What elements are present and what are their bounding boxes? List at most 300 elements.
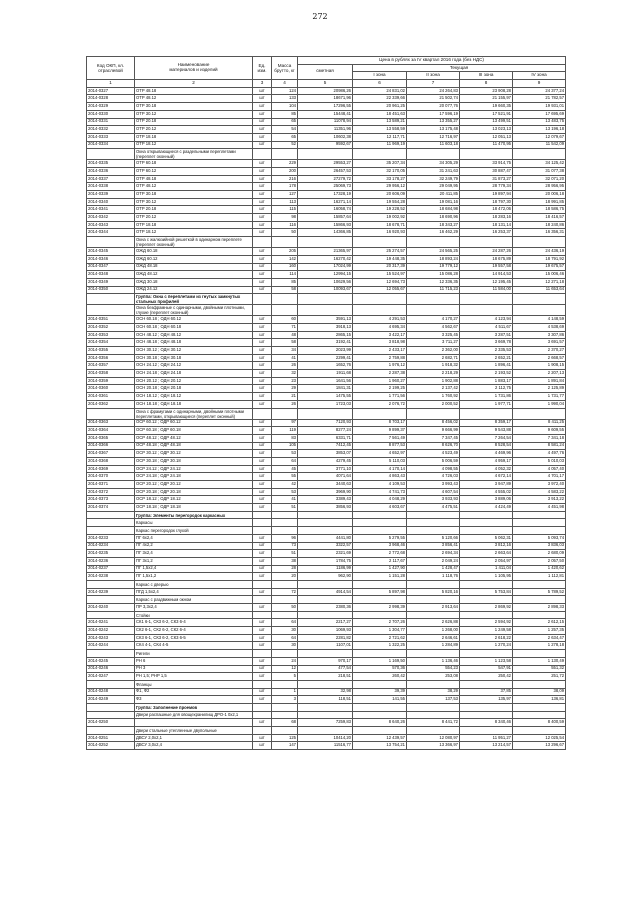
row-unit: шт	[253, 87, 272, 95]
header-unit: Ед. изм.	[253, 57, 272, 80]
row-zone-4-price: 13 483,75	[513, 118, 566, 126]
row-zone-3-price: 21 155,97	[460, 95, 513, 103]
row-estimate-price: 10602,38	[298, 133, 353, 141]
group-heading-row	[87, 703, 566, 711]
row-unit: шт	[253, 354, 272, 362]
table-row	[87, 175, 566, 183]
row-zone-3-price: 8 359,17	[460, 419, 513, 427]
row-mass: 55	[272, 473, 298, 481]
row-zone-2-price: 2 000,52	[407, 400, 460, 408]
row-estimate-price: 2865,15	[298, 331, 353, 339]
row-zone-1-price: 35 207,34	[353, 160, 407, 168]
row-estimate-price: 3969,90	[298, 488, 353, 496]
row-code-empty	[87, 519, 135, 527]
empty-cell	[353, 511, 407, 519]
empty-cell	[298, 511, 353, 519]
row-name: ОТР 48.12	[135, 183, 253, 191]
row-name: ОТР 20.12	[135, 126, 253, 134]
row-estimate-price: 27279,72	[298, 175, 353, 183]
row-estimate-price: 15866,93	[298, 221, 353, 229]
table-row	[87, 719, 566, 727]
row-estimate-price: 10629,56	[298, 278, 353, 286]
empty-cell	[253, 527, 272, 535]
row-zone-1-price: 2 721,62	[353, 634, 407, 642]
row-estimate-price: 2281,82	[298, 634, 353, 642]
row-mass: 73	[272, 542, 298, 550]
empty-cell	[272, 611, 298, 619]
table-row	[87, 393, 566, 401]
row-code: 2014-0249	[87, 696, 135, 704]
row-zone-4-price: 34 125,42	[513, 160, 566, 168]
row-zone-4-price: 4 701,17	[513, 473, 566, 481]
row-unit: шт	[253, 206, 272, 214]
col-num: 7	[407, 80, 460, 88]
empty-cell	[298, 519, 353, 527]
row-name: ОЖД 48.12	[135, 271, 253, 279]
empty-cell	[253, 511, 272, 519]
row-zone-2-price: 18 343,27	[407, 221, 460, 229]
row-zone-2-price: 13 355,27	[407, 118, 460, 126]
row-zone-1-price: 8 877,53	[353, 442, 407, 450]
header-estimate: сметная	[298, 64, 353, 79]
row-zone-4-price: 18 586,75	[513, 206, 566, 214]
row-zone-1-price: 8 703,17	[353, 419, 407, 427]
row-zone-3-price: 18 675,89	[460, 255, 513, 263]
table-row	[87, 642, 566, 650]
row-mass: 41	[272, 496, 298, 504]
row-name: СК4 4-1, СК4 4-5	[135, 642, 253, 650]
table-row	[87, 103, 566, 111]
row-zone-1-price: 1 151,28	[353, 573, 407, 581]
row-name: ОТР 30.12	[135, 198, 253, 206]
table-row	[87, 110, 566, 118]
row-unit: шт	[253, 198, 272, 206]
row-unit: шт	[253, 742, 272, 750]
row-unit: шт	[253, 377, 272, 385]
row-code: 2014-0365	[87, 434, 135, 442]
row-name: ОЖД 30.18	[135, 278, 253, 286]
row-mass: 127	[272, 191, 298, 199]
row-zone-1-price: 1 322,25	[353, 642, 407, 650]
row-mass: 64	[272, 634, 298, 642]
row-zone-2-price: 4 562,67	[407, 323, 460, 331]
row-zone-1-price: 2 076,72	[353, 400, 407, 408]
empty-cell	[407, 703, 460, 711]
table-row	[87, 167, 566, 175]
row-mass: 133	[272, 95, 298, 103]
empty-cell	[253, 596, 272, 604]
row-zone-2-price: 2 646,61	[407, 634, 460, 642]
empty-cell	[407, 650, 460, 658]
row-estimate-price: 2217,27	[298, 619, 353, 627]
row-zone-3-price: 14 914,53	[460, 271, 513, 279]
table-row	[87, 206, 566, 214]
row-code: 2014-0240	[87, 604, 135, 612]
row-zone-4-price: 5 010,03	[513, 457, 566, 465]
row-zone-4-price: 11 542,09	[513, 141, 566, 149]
row-zone-2-price: 1 136,46	[407, 657, 460, 665]
row-zone-4-price: 1 990,04	[513, 400, 566, 408]
table-row	[87, 419, 566, 427]
col-num: 8	[460, 80, 513, 88]
row-unit: шт	[253, 141, 272, 149]
row-code-empty	[87, 149, 135, 160]
row-mass: 98	[272, 214, 298, 222]
row-estimate-price: 2023,99	[298, 347, 353, 355]
row-unit: шт	[253, 496, 272, 504]
row-estimate-price: 15857,64	[298, 214, 353, 222]
row-code: 2014-0367	[87, 450, 135, 458]
empty-cell	[353, 680, 407, 688]
empty-cell	[298, 527, 353, 535]
row-zone-4-price: 8 400,59	[513, 719, 566, 727]
row-zone-3-price: 18 797,30	[460, 198, 513, 206]
subgroup-title: Окна безфрамные с одинарными, двойными плотными, глухие (переплет оконный)	[135, 305, 253, 316]
row-mass: 205	[272, 248, 298, 256]
row-zone-3-price: 18 131,14	[460, 221, 513, 229]
row-zone-3-price: 2 335,53	[460, 347, 513, 355]
empty-cell	[407, 596, 460, 604]
row-name: ОСН 24.12 ; ОДН 24.12	[135, 362, 253, 370]
row-code-empty	[87, 580, 135, 588]
group-heading-row	[87, 511, 566, 519]
row-zone-2-price: 13 366,97	[407, 742, 460, 750]
row-zone-4-price: 9 609,55	[513, 427, 566, 435]
row-zone-1-price: 4 109,53	[353, 481, 407, 489]
row-unit: шт	[253, 95, 272, 103]
subgroup-heading-row	[87, 711, 566, 719]
row-zone-2-price: 2 218,29	[407, 370, 460, 378]
row-estimate-price: 3853,07	[298, 450, 353, 458]
row-code: 2014-0328	[87, 95, 135, 103]
row-zone-1-price: 2 707,26	[353, 619, 407, 627]
row-zone-4-price: 17 695,69	[513, 110, 566, 118]
row-zone-1-price: 4 652,97	[353, 450, 407, 458]
row-zone-1-price: 5 897,98	[353, 588, 407, 596]
row-code: 2014-0246	[87, 665, 135, 673]
row-estimate-price: 4071,64	[298, 473, 353, 481]
row-code-empty	[87, 727, 135, 735]
empty-cell	[460, 596, 513, 604]
table-row	[87, 87, 566, 95]
table-row	[87, 191, 566, 199]
subgroup-title: Ригели	[135, 650, 253, 658]
row-name: ПГ 4х2,2	[135, 542, 253, 550]
header-name-line1: Наименование	[177, 62, 210, 68]
row-zone-1-price: 12 439,57	[353, 734, 407, 742]
empty-cell	[253, 580, 272, 588]
empty-cell	[460, 611, 513, 619]
empty-cell	[353, 650, 407, 658]
row-code: 2014-0353	[87, 331, 135, 339]
page-number: 272	[312, 12, 328, 21]
empty-cell	[407, 727, 460, 735]
row-zone-2-price: 1 284,89	[407, 642, 460, 650]
row-mass: 51	[272, 550, 298, 558]
row-mass: 1	[272, 688, 298, 696]
row-zone-2-price: 19 779,12	[407, 263, 460, 271]
row-unit: шт	[253, 370, 272, 378]
row-zone-3-price: 11 584,00	[460, 286, 513, 294]
table-row	[87, 141, 566, 149]
row-estimate-price: 1069,93	[298, 627, 353, 635]
row-zone-3-price: 13 023,13	[460, 126, 513, 134]
row-code: 2014-0356	[87, 354, 135, 362]
row-mass: 64	[272, 619, 298, 627]
row-name: ОСН 30.12 ; ОДН 30.12	[135, 347, 253, 355]
row-zone-1-price: 12 117,71	[353, 133, 407, 141]
row-zone-3-price: 18 283,16	[460, 214, 513, 222]
col-num: 9	[513, 80, 566, 88]
table-row	[87, 126, 566, 134]
row-zone-1-price: 19 448,35	[353, 255, 407, 263]
row-zone-3-price: 13 214,57	[460, 742, 513, 750]
row-estimate-price: 2299,41	[298, 354, 353, 362]
empty-cell	[298, 149, 353, 160]
row-zone-4-price: 7 341,18	[513, 434, 566, 442]
row-zone-3-price: 2 112,75	[460, 385, 513, 393]
row-zone-2-price: 8 441,72	[407, 719, 460, 727]
empty-cell	[407, 305, 460, 316]
row-zone-4-price: 16 356,31	[513, 229, 566, 237]
row-zone-3-price: 1 411,04	[460, 565, 513, 573]
header-current: Текущая	[353, 64, 566, 72]
table-row	[87, 504, 566, 512]
row-zone-4-price: 5 789,52	[513, 588, 566, 596]
row-estimate-price: 18671,96	[298, 95, 353, 103]
empty-cell	[298, 680, 353, 688]
row-zone-1-price: 3 968,46	[353, 542, 407, 550]
row-zone-3-price: 11 470,95	[460, 141, 513, 149]
row-mass: 53	[272, 450, 298, 458]
empty-cell	[407, 519, 460, 527]
row-mass: 124	[272, 87, 298, 95]
row-zone-2-price: 13 175,48	[407, 126, 460, 134]
row-unit: шт	[253, 427, 272, 435]
row-estimate-price: 962,90	[298, 573, 353, 581]
row-zone-4-price: 551,32	[513, 665, 566, 673]
row-zone-2-price: 4 098,55	[407, 465, 460, 473]
row-mass: 142	[272, 255, 298, 263]
row-name: ОСР 24.18 ; ОДР 24.18	[135, 473, 253, 481]
table-row	[87, 248, 566, 256]
row-estimate-price: 21365,97	[298, 248, 353, 256]
row-zone-2-price: 2 682,71	[407, 354, 460, 362]
row-name: ОСН 18.18 ; ОДН 18.18	[135, 400, 253, 408]
row-zone-3-price: 3 889,06	[460, 496, 513, 504]
row-zone-2-price: 4 726,03	[407, 473, 460, 481]
empty-cell	[298, 703, 353, 711]
row-zone-4-price: 38,09	[513, 688, 566, 696]
row-zone-3-price: 2 869,92	[460, 604, 513, 612]
row-zone-3-price: 1 883,17	[460, 377, 513, 385]
row-mass: 30	[272, 627, 298, 635]
row-estimate-price: 32,98	[298, 688, 353, 696]
row-zone-2-price: 2 049,24	[407, 557, 460, 565]
row-zone-4-price: 13 296,67	[513, 742, 566, 750]
row-zone-4-price: 12 025,54	[513, 734, 566, 742]
row-zone-1-price: 2 772,68	[353, 550, 407, 558]
empty-cell	[353, 611, 407, 619]
row-name: ОСР 60.18 ; ОДР 60.18	[135, 427, 253, 435]
row-code: 2014-0350	[87, 286, 135, 294]
row-zone-4-price: 8 411,25	[513, 419, 566, 427]
row-name: ПР 3,3х2,4	[135, 604, 253, 612]
empty-cell	[253, 711, 272, 719]
row-name: ОТР 20.18	[135, 118, 253, 126]
row-zone-2-price: 17 596,19	[407, 110, 460, 118]
empty-cell	[253, 650, 272, 658]
row-estimate-price: 12994,15	[298, 271, 353, 279]
row-code: 2014-0238	[87, 573, 135, 581]
row-unit: шт	[253, 696, 272, 704]
row-zone-4-price: 28 956,95	[513, 183, 566, 191]
row-mass: 96	[272, 534, 298, 542]
row-unit: шт	[253, 278, 272, 286]
row-unit: шт	[253, 488, 272, 496]
row-code: 2014-0358	[87, 370, 135, 378]
row-unit: шт	[253, 688, 272, 696]
empty-cell	[460, 711, 513, 719]
empty-cell	[272, 294, 298, 305]
empty-cell	[353, 727, 407, 735]
row-zone-1-price: 19 554,28	[353, 198, 407, 206]
row-zone-2-price: 3 325,45	[407, 331, 460, 339]
empty-cell	[253, 294, 272, 305]
row-zone-4-price: 2 370,27	[513, 347, 566, 355]
row-estimate-price: 16058,74	[298, 206, 353, 214]
row-zone-3-price: 1 249,58	[460, 627, 513, 635]
row-estimate-price: 11516,77	[298, 742, 353, 750]
row-mass: 68	[272, 719, 298, 727]
row-zone-3-price: 30 887,47	[460, 167, 513, 175]
row-code: 2014-0348	[87, 271, 135, 279]
table-row	[87, 627, 566, 635]
row-zone-1-price: 13 589,21	[353, 118, 407, 126]
row-zone-4-price: 15 006,46	[513, 271, 566, 279]
row-name: ОСН 60.18 ; ОДН 60.18	[135, 323, 253, 331]
row-mass: 52	[272, 141, 298, 149]
row-unit: шт	[253, 385, 272, 393]
row-zone-1-price: 15 524,97	[353, 271, 407, 279]
row-code: 2014-0338	[87, 183, 135, 191]
row-zone-2-price: 3 711,27	[407, 339, 460, 347]
empty-cell	[353, 237, 407, 248]
row-zone-1-price: 33 178,27	[353, 175, 407, 183]
row-mass: 216	[272, 175, 298, 183]
row-zone-2-price: 554,23	[407, 665, 460, 673]
row-mass: 53	[272, 488, 298, 496]
table-row	[87, 347, 566, 355]
header-zone-1: I зона	[353, 72, 407, 80]
row-zone-2-price: 253,08	[407, 673, 460, 681]
row-code-empty	[87, 596, 135, 604]
table-row	[87, 688, 566, 696]
col-num: 4	[272, 80, 298, 88]
row-code: 2014-0337	[87, 175, 135, 183]
row-name: ОСР 60.12 ; ОДР 60.12	[135, 419, 253, 427]
empty-cell	[253, 703, 272, 711]
row-code: 2014-0372	[87, 488, 135, 496]
row-unit: шт	[253, 550, 272, 558]
row-unit: шт	[253, 657, 272, 665]
row-name: ПГ 3х2,4	[135, 550, 253, 558]
row-zone-1-price: 11 969,19	[353, 141, 407, 149]
row-estimate-price: 3771,10	[298, 465, 353, 473]
table-row	[87, 198, 566, 206]
header-mass: Масса брутто, кг	[272, 57, 298, 80]
row-zone-3-price: 3 287,51	[460, 331, 513, 339]
row-mass: 125	[272, 734, 298, 742]
row-code: 2014-0370	[87, 473, 135, 481]
row-unit: шт	[253, 604, 272, 612]
row-zone-2-price: 2 137,42	[407, 385, 460, 393]
empty-cell	[460, 703, 513, 711]
row-name: ОСР 20.18 ; ОДР 20.18	[135, 488, 253, 496]
row-code: 2014-0366	[87, 442, 135, 450]
row-zone-1-price: 18 451,63	[353, 110, 407, 118]
row-code: 2014-0351	[87, 316, 135, 324]
row-unit: шт	[253, 175, 272, 183]
table-row	[87, 95, 566, 103]
header-price-title: Цена в рублях за IV квартал 2016 года (без НДС)	[298, 57, 566, 65]
subgroup-heading-row	[87, 580, 566, 588]
row-unit: шт	[253, 214, 272, 222]
row-zone-3-price: 17 521,91	[460, 110, 513, 118]
subgroup-heading-row	[87, 237, 566, 248]
row-code-empty	[87, 305, 135, 316]
row-zone-1-price: 8 640,26	[353, 719, 407, 727]
row-unit: шт	[253, 642, 272, 650]
row-zone-1-price: 13 558,59	[353, 126, 407, 134]
row-zone-4-price: 4 538,69	[513, 323, 566, 331]
row-unit: шт	[253, 339, 272, 347]
row-unit: шт	[253, 665, 272, 673]
row-zone-4-price: 11 653,64	[513, 286, 566, 294]
row-name	[135, 719, 253, 727]
row-zone-3-price: 4 469,96	[460, 450, 513, 458]
row-mass: 48	[272, 331, 298, 339]
row-unit: шт	[253, 323, 272, 331]
row-zone-4-price: 3 691,57	[513, 339, 566, 347]
row-code: 2014-0332	[87, 126, 135, 134]
row-mass: 50	[272, 229, 298, 237]
row-mass: 65	[272, 133, 298, 141]
row-zone-2-price: 3 933,93	[407, 496, 460, 504]
row-code: 2014-0344	[87, 229, 135, 237]
row-code: 2014-0349	[87, 278, 135, 286]
row-zone-4-price: 1 420,62	[513, 565, 566, 573]
row-code: 2014-0347	[87, 263, 135, 271]
table-row	[87, 742, 566, 750]
table-row	[87, 696, 566, 704]
empty-cell	[272, 580, 298, 588]
row-zone-4-price: 3 836,03	[513, 542, 566, 550]
row-unit: шт	[253, 133, 272, 141]
row-name: ОТР 18.12	[135, 141, 253, 149]
row-code: 2014-0234	[87, 542, 135, 550]
table-row	[87, 354, 566, 362]
row-code: 2014-0245	[87, 657, 135, 665]
empty-cell	[460, 580, 513, 588]
row-zone-3-price: 2 652,21	[460, 354, 513, 362]
empty-cell	[353, 580, 407, 588]
row-name: ОТР 60.18	[135, 160, 253, 168]
row-estimate-price: 7120,93	[298, 419, 353, 427]
row-unit: шт	[253, 229, 272, 237]
subgroup-title: Каркас перегородок глухой	[135, 527, 253, 535]
row-unit: шт	[253, 316, 272, 324]
